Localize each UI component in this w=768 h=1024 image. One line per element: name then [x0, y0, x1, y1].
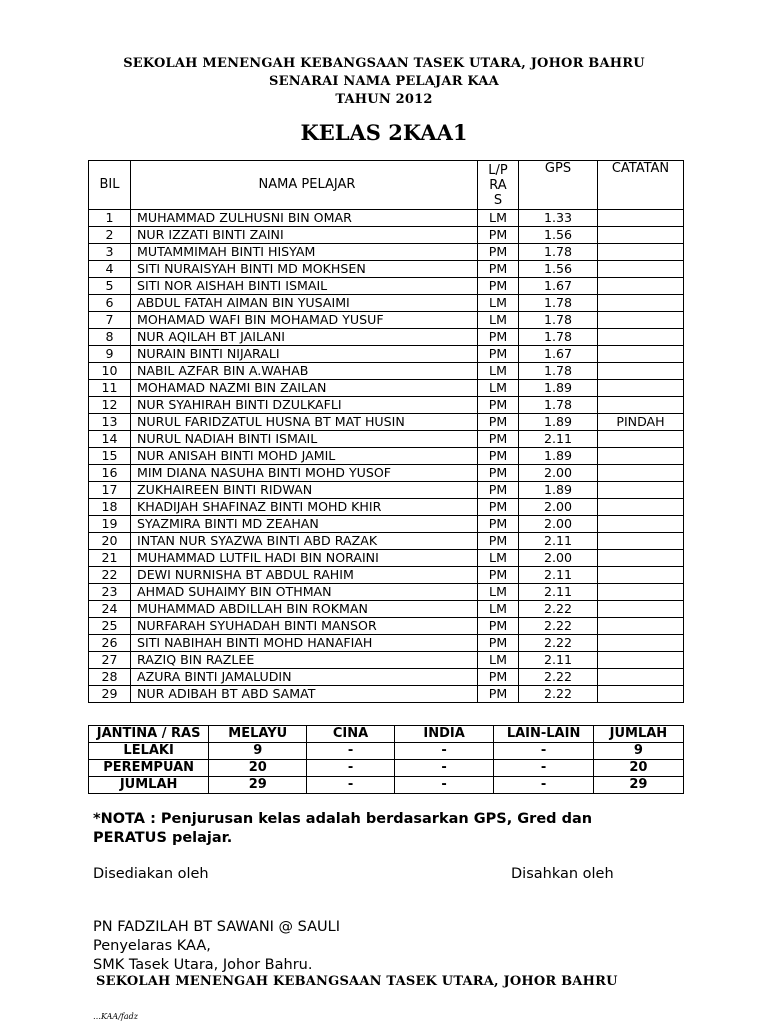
year-label: TAHUN 2012	[335, 92, 433, 107]
cell-bil: 21	[89, 550, 131, 567]
cell-bil: 23	[89, 584, 131, 601]
summary-cell: -	[307, 777, 395, 794]
signatory-name: PN FADZILAH BT SAWANI @ SAULI	[93, 919, 341, 935]
cell-name: INTAN NUR SYAZWA BINTI ABD RAZAK	[131, 533, 478, 550]
cell-note	[598, 584, 684, 601]
cell-gps: 1.67	[519, 346, 598, 363]
cell-note	[598, 329, 684, 346]
summary-rows	[89, 743, 684, 794]
cell-note	[598, 533, 684, 550]
cell-lp: PM	[478, 669, 519, 686]
cell-bil: 10	[89, 363, 131, 380]
summary-col-header: JUMLAH	[593, 726, 683, 743]
table-row	[89, 584, 684, 601]
summary-cell: -	[394, 743, 493, 760]
table-row	[89, 448, 684, 465]
table-row	[89, 278, 684, 295]
summary-col-header: LAIN-LAIN	[494, 726, 593, 743]
cell-name: SITI NURAISYAH BINTI MD MOKHSEN	[131, 261, 478, 278]
cell-lp: LM	[478, 550, 519, 567]
cell-note	[598, 567, 684, 584]
table-row	[89, 261, 684, 278]
cell-gps: 1.56	[519, 261, 598, 278]
cell-lp: PM	[478, 448, 519, 465]
cell-note	[598, 448, 684, 465]
table-row	[89, 635, 684, 652]
class-title: KELAS 2KAA1	[300, 120, 468, 145]
table-row	[89, 465, 684, 482]
table-row	[89, 295, 684, 312]
cell-gps: 1.89	[519, 482, 598, 499]
cell-bil: 22	[89, 567, 131, 584]
cell-name: MUHAMMAD ZULHUSNI BIN OMAR	[131, 210, 478, 227]
col-header-lp-line-3: S	[493, 192, 503, 208]
table-row	[89, 652, 684, 669]
cell-note	[598, 227, 684, 244]
cell-name: MUTAMMIMAH BINTI HISYAM	[131, 244, 478, 261]
cell-note	[598, 397, 684, 414]
cell-lp: PM	[478, 227, 519, 244]
summary-cell: 20	[593, 760, 683, 777]
cell-note: PINDAH	[598, 414, 684, 431]
list-title: SENARAI NAMA PELAJAR KAA	[269, 74, 499, 89]
cell-lp: PM	[478, 686, 519, 703]
cell-name: ABDUL FATAH AIMAN BIN YUSAIMI	[131, 295, 478, 312]
cell-bil: 18	[89, 499, 131, 516]
cell-note	[598, 312, 684, 329]
summary-cell: -	[307, 760, 395, 777]
cell-bil: 2	[89, 227, 131, 244]
cell-gps: 2.00	[519, 499, 598, 516]
cell-lp: LM	[478, 652, 519, 669]
table-row	[89, 550, 684, 567]
table-header-row	[89, 161, 684, 210]
cell-bil: 5	[89, 278, 131, 295]
cell-lp: PM	[478, 244, 519, 261]
cell-gps: 2.11	[519, 431, 598, 448]
cell-gps: 1.78	[519, 329, 598, 346]
summary-row	[89, 743, 684, 760]
cell-bil: 7	[89, 312, 131, 329]
cell-lp: PM	[478, 397, 519, 414]
table-row	[89, 567, 684, 584]
table-row	[89, 499, 684, 516]
cell-lp: LM	[478, 295, 519, 312]
cell-bil: 1	[89, 210, 131, 227]
cell-note	[598, 346, 684, 363]
col-header-gps: GPS	[519, 161, 598, 210]
cell-bil: 26	[89, 635, 131, 652]
cell-gps: 1.78	[519, 295, 598, 312]
summary-cell: LELAKI	[89, 743, 209, 760]
cell-lp: PM	[478, 533, 519, 550]
summary-cell: 9	[593, 743, 683, 760]
cell-name: NUR AQILAH BT JAILANI	[131, 329, 478, 346]
summary-cell: -	[494, 743, 593, 760]
cell-name: NUR IZZATI BINTI ZAINI	[131, 227, 478, 244]
table-row	[89, 244, 684, 261]
table-row	[89, 618, 684, 635]
table-row	[89, 414, 684, 431]
cell-note	[598, 516, 684, 533]
summary-cell: -	[394, 760, 493, 777]
cell-lp: PM	[478, 431, 519, 448]
col-header-lp	[478, 161, 519, 210]
cell-bil: 16	[89, 465, 131, 482]
cell-name: AZURA BINTI JAMALUDIN	[131, 669, 478, 686]
cell-bil: 4	[89, 261, 131, 278]
signatory-title: Penyelaras KAA,	[93, 938, 211, 954]
col-header-lp-line-2: RA	[489, 177, 507, 193]
summary-row	[89, 777, 684, 794]
table-row	[89, 380, 684, 397]
summary-table	[88, 725, 684, 794]
table-row	[89, 601, 684, 618]
cell-lp: PM	[478, 567, 519, 584]
cell-name: NUR ADIBAH BT ABD SAMAT	[131, 686, 478, 703]
cell-note	[598, 618, 684, 635]
cell-name: SYAZMIRA BINTI MD ZEAHAN	[131, 516, 478, 533]
summary-cell: 9	[209, 743, 307, 760]
table-row	[89, 329, 684, 346]
cell-gps: 1.78	[519, 363, 598, 380]
cell-bil: 6	[89, 295, 131, 312]
cell-name: MOHAMAD WAFI BIN MOHAMAD YUSUF	[131, 312, 478, 329]
summary-col-header: INDIA	[394, 726, 493, 743]
cell-note	[598, 380, 684, 397]
cell-lp: PM	[478, 414, 519, 431]
summary-cell: -	[494, 760, 593, 777]
cell-lp: LM	[478, 601, 519, 618]
cell-gps: 1.89	[519, 380, 598, 397]
cell-lp: LM	[478, 584, 519, 601]
col-header-bil: BIL	[89, 161, 131, 210]
cell-gps: 1.67	[519, 278, 598, 295]
cell-name: NURUL NADIAH BINTI ISMAIL	[131, 431, 478, 448]
summary-cell: -	[394, 777, 493, 794]
cell-gps: 1.56	[519, 227, 598, 244]
cell-name: NUR SYAHIRAH BINTI DZULKAFLI	[131, 397, 478, 414]
table-row	[89, 346, 684, 363]
cell-lp: LM	[478, 363, 519, 380]
summary-col-header: JANTINA / RAS	[89, 726, 209, 743]
footer-note: …KAA/fadz	[93, 1012, 138, 1021]
cell-lp: PM	[478, 329, 519, 346]
cell-name: RAZIQ BIN RAZLEE	[131, 652, 478, 669]
cell-gps: 2.11	[519, 652, 598, 669]
cell-lp: LM	[478, 210, 519, 227]
summary-cell: -	[494, 777, 593, 794]
summary-col-header: MELAYU	[209, 726, 307, 743]
cell-gps: 2.22	[519, 618, 598, 635]
cell-gps: 2.11	[519, 567, 598, 584]
cell-note	[598, 431, 684, 448]
cell-bil: 19	[89, 516, 131, 533]
summary-cell: PEREMPUAN	[89, 760, 209, 777]
cell-gps: 2.11	[519, 584, 598, 601]
cell-bil: 27	[89, 652, 131, 669]
cell-name: NURAIN BINTI NIJARALI	[131, 346, 478, 363]
cell-gps: 2.00	[519, 550, 598, 567]
cell-name: MIM DIANA NASUHA BINTI MOHD YUSOF	[131, 465, 478, 482]
cell-lp: PM	[478, 261, 519, 278]
cell-bil: 25	[89, 618, 131, 635]
cell-name: ZUKHAIREEN BINTI RIDWAN	[131, 482, 478, 499]
cell-note	[598, 686, 684, 703]
summary-col-header: CINA	[307, 726, 395, 743]
cell-name: NURFARAH SYUHADAH BINTI MANSOR	[131, 618, 478, 635]
cell-bil: 14	[89, 431, 131, 448]
cell-note	[598, 601, 684, 618]
cell-bil: 17	[89, 482, 131, 499]
cell-bil: 8	[89, 329, 131, 346]
table-row	[89, 363, 684, 380]
table-row	[89, 686, 684, 703]
prepared-by-label: Disediakan oleh	[93, 866, 209, 882]
col-header-notes: CATATAN	[598, 161, 684, 210]
summary-row	[89, 760, 684, 777]
summary-cell: 29	[209, 777, 307, 794]
cell-bil: 13	[89, 414, 131, 431]
cell-lp: PM	[478, 635, 519, 652]
col-header-lp-line-1: L/P	[488, 162, 508, 178]
cell-gps: 2.22	[519, 669, 598, 686]
student-table	[88, 160, 684, 703]
cell-note	[598, 295, 684, 312]
cell-note	[598, 652, 684, 669]
cell-name: NUR ANISAH BINTI MOHD JAMIL	[131, 448, 478, 465]
cell-gps: 2.22	[519, 686, 598, 703]
table-row	[89, 210, 684, 227]
signatory-school: SMK Tasek Utara, Johor Bahru.	[93, 957, 313, 973]
cell-bil: 20	[89, 533, 131, 550]
cell-gps: 2.22	[519, 635, 598, 652]
summary-cell: 29	[593, 777, 683, 794]
approved-by-label: Disahkan oleh	[511, 866, 614, 882]
table-row	[89, 312, 684, 329]
cell-name: MUHAMMAD ABDILLAH BIN ROKMAN	[131, 601, 478, 618]
cell-bil: 24	[89, 601, 131, 618]
cell-bil: 15	[89, 448, 131, 465]
cell-lp: PM	[478, 465, 519, 482]
cell-gps: 2.00	[519, 516, 598, 533]
table-row	[89, 482, 684, 499]
cell-bil: 9	[89, 346, 131, 363]
cell-bil: 11	[89, 380, 131, 397]
cell-lp: PM	[478, 346, 519, 363]
cell-name: MOHAMAD NAZMI BIN ZAILAN	[131, 380, 478, 397]
cell-gps: 1.89	[519, 414, 598, 431]
footer-school-name: SEKOLAH MENENGAH KEBANGSAAN TASEK UTARA, JOHOR BAHRU	[96, 974, 618, 989]
cell-note	[598, 550, 684, 567]
cell-gps: 1.33	[519, 210, 598, 227]
cell-name: MUHAMMAD LUTFIL HADI BIN NORAINI	[131, 550, 478, 567]
cell-note	[598, 635, 684, 652]
cell-name: KHADIJAH SHAFINAZ BINTI MOHD KHIR	[131, 499, 478, 516]
cell-lp: PM	[478, 278, 519, 295]
cell-note	[598, 499, 684, 516]
cell-name: SITI NOR AISHAH BINTI ISMAIL	[131, 278, 478, 295]
cell-gps: 1.78	[519, 244, 598, 261]
cell-name: NABIL AZFAR BIN A.WAHAB	[131, 363, 478, 380]
school-name: SEKOLAH MENENGAH KEBANGSAAN TASEK UTARA, JOHOR BAHRU	[123, 56, 645, 71]
cell-name: AHMAD SUHAIMY BIN OTHMAN	[131, 584, 478, 601]
cell-lp: LM	[478, 312, 519, 329]
summary-cell: 20	[209, 760, 307, 777]
col-header-name: NAMA PELAJAR	[131, 161, 478, 210]
table-row	[89, 516, 684, 533]
table-row	[89, 227, 684, 244]
cell-lp: PM	[478, 482, 519, 499]
cell-name: DEWI NURNISHA BT ABDUL RAHIM	[131, 567, 478, 584]
table-row	[89, 397, 684, 414]
cell-gps: 1.78	[519, 397, 598, 414]
cell-note	[598, 261, 684, 278]
cell-note	[598, 363, 684, 380]
cell-note	[598, 278, 684, 295]
note-text: *NOTA : Penjurusan kelas adalah berdasarkan GPS, Gred dan PERATUS pelajar.	[93, 811, 593, 846]
cell-note	[598, 465, 684, 482]
cell-gps: 2.11	[519, 533, 598, 550]
cell-bil: 28	[89, 669, 131, 686]
cell-bil: 29	[89, 686, 131, 703]
cell-note	[598, 210, 684, 227]
table-row	[89, 669, 684, 686]
table-row	[89, 533, 684, 550]
cell-note	[598, 669, 684, 686]
cell-bil: 3	[89, 244, 131, 261]
table-row	[89, 431, 684, 448]
cell-name: SITI NABIHAH BINTI MOHD HANAFIAH	[131, 635, 478, 652]
cell-lp: PM	[478, 618, 519, 635]
cell-lp: LM	[478, 380, 519, 397]
student-rows	[89, 210, 684, 703]
cell-gps: 2.00	[519, 465, 598, 482]
cell-bil: 12	[89, 397, 131, 414]
summary-cell: -	[307, 743, 395, 760]
summary-header-row	[89, 726, 684, 743]
cell-lp: PM	[478, 516, 519, 533]
cell-name: NURUL FARIDZATUL HUSNA BT MAT HUSIN	[131, 414, 478, 431]
cell-lp: PM	[478, 499, 519, 516]
cell-note	[598, 482, 684, 499]
summary-cell: JUMLAH	[89, 777, 209, 794]
cell-note	[598, 244, 684, 261]
cell-gps: 1.78	[519, 312, 598, 329]
cell-gps: 1.89	[519, 448, 598, 465]
cell-gps: 2.22	[519, 601, 598, 618]
